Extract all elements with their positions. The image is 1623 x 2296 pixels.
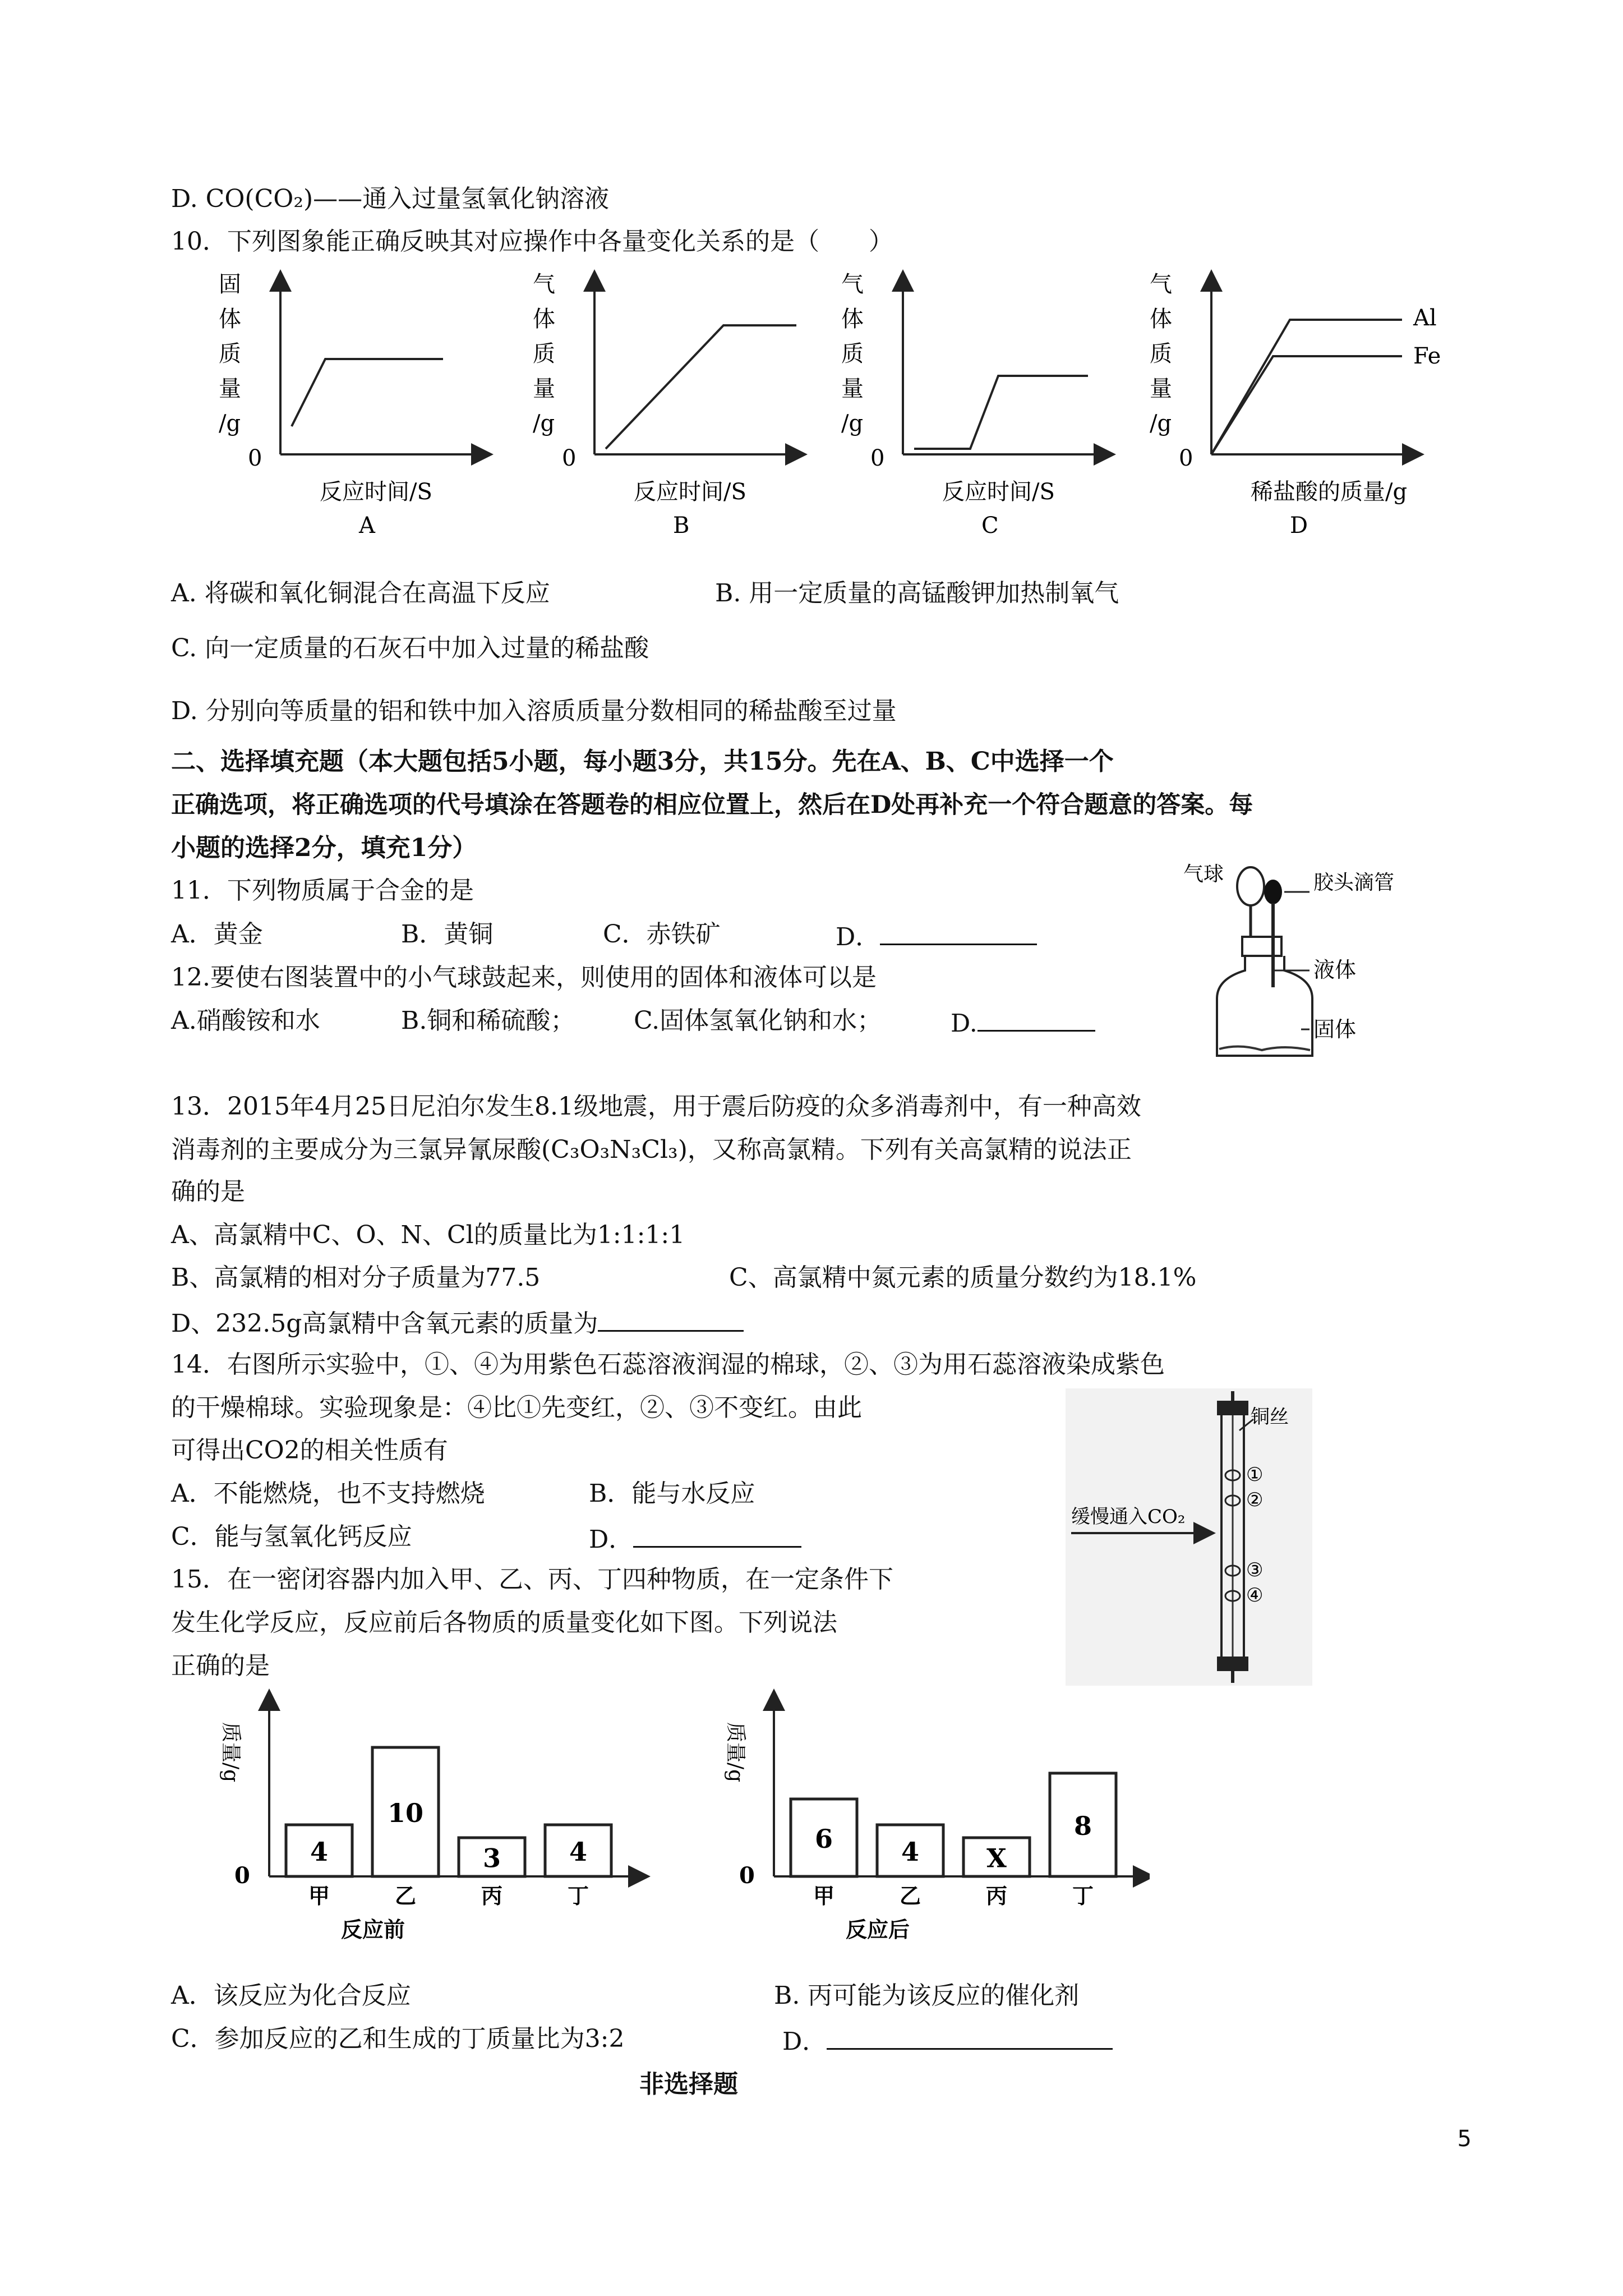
graph-d-ylabel-3: 量 xyxy=(1150,376,1172,402)
graph-d-series-fe: Fe xyxy=(1413,343,1441,369)
graph-d-origin: 0 xyxy=(1179,445,1193,471)
q9-option-d: D. CO(CO₂)——通入过量氢氧化钠溶液 xyxy=(171,185,610,213)
page-number: 5 xyxy=(1457,2126,1472,2152)
q15-bar-charts xyxy=(185,1688,1150,1947)
graph-c-xlabel: 反应时间/S xyxy=(942,479,1055,505)
bar-1-3-value: 4 xyxy=(569,1837,588,1867)
q12-option-d-label: D. xyxy=(951,1009,978,1038)
q14-answer-blank[interactable] xyxy=(633,1521,801,1548)
graph-b-origin: 0 xyxy=(562,445,577,471)
copper-wire-label: 铜丝 xyxy=(1251,1406,1289,1428)
graph-d-ylabel-2: 质 xyxy=(1150,341,1172,367)
graph-b-ylabel-4: /g xyxy=(533,411,555,436)
section2-heading-line2: 正确选项，将正确选项的代号填涂在答题卷的相应位置上，然后在D处再补充一个符合题意的答案。每 xyxy=(171,791,1253,819)
q14-option-b: B．能与水反应 xyxy=(589,1479,755,1508)
q13-stem-line3: 确的是 xyxy=(171,1177,245,1206)
q13-option-d xyxy=(171,1305,744,1340)
q14-stem-line1: 14．右图所示实验中，①、④为用紫色石蕊溶液润湿的棉球，②、③为用石蕊溶液染成紫色 xyxy=(171,1350,1165,1379)
graph-a-origin: 0 xyxy=(248,445,262,471)
q15-stem-line2: 发生化学反应，反应前后各物质的质量变化如下图。下列说法 xyxy=(171,1608,837,1637)
bar-chart-1-origin: 0 xyxy=(234,1862,250,1889)
co2-inlet-label: 缓慢通入CO₂ xyxy=(1071,1506,1186,1528)
bar-2-3-value: 8 xyxy=(1073,1811,1092,1841)
bar-chart-2-origin: 0 xyxy=(739,1862,755,1889)
bar-1-0-category: 甲 xyxy=(308,1883,330,1908)
q13-option-a: A、高氯精中C、O、N、Cl的质量比为1:1:1:1 xyxy=(171,1221,685,1249)
balloon-shape xyxy=(1237,867,1264,905)
graph-a-letter: A xyxy=(359,513,375,539)
q15-answer-blank[interactable] xyxy=(827,2023,1113,2050)
section2-heading-line3: 小题的选择2分，填充1分） xyxy=(171,834,477,862)
q11-answer-blank[interactable] xyxy=(880,919,1037,945)
graph-a xyxy=(219,272,482,539)
graph-b-curve xyxy=(606,325,796,449)
q14-stem-line2: 的干燥棉球。实验现象是：④比①先变红，②、③不变红。由此 xyxy=(171,1393,862,1422)
bar-chart-2-title: 反应后 xyxy=(845,1917,910,1942)
graph-c-ylabel-1: 体 xyxy=(841,306,864,332)
q10-option-d: D. 分别向等质量的铝和铁中加入溶质质量分数相同的稀盐酸至过量 xyxy=(171,697,897,725)
graph-d-ylabel-1: 体 xyxy=(1150,306,1172,332)
graph-d-series-al: Al xyxy=(1413,305,1437,331)
graph-b-ylabel-2: 质 xyxy=(533,341,555,367)
graph-b-ylabel-3: 量 xyxy=(533,376,555,402)
bar-2-2-category: 丙 xyxy=(985,1883,1008,1908)
q12-option-b: B.铜和稀硫酸； xyxy=(401,1006,575,1035)
q15-option-c: C．参加反应的乙和生成的丁质量比为3:2 xyxy=(171,2024,625,2053)
bar-1-1-category: 乙 xyxy=(394,1883,417,1908)
graph-c-ylabel-0: 气 xyxy=(841,272,864,297)
q11-option-b: B．黄铜 xyxy=(401,920,494,949)
q15-option-b: B. 丙可能为该反应的催化剂 xyxy=(774,1981,1080,2010)
bar-2-0-value: 6 xyxy=(814,1824,833,1854)
q10-graphs xyxy=(213,269,1447,561)
graph-c-ylabel-2: 质 xyxy=(841,341,864,367)
balloon-label: 气球 xyxy=(1183,863,1224,886)
bar-2-1-category: 乙 xyxy=(899,1883,921,1908)
graph-a-xlabel: 反应时间/S xyxy=(320,479,432,505)
graph-a-ylabel-2: 质 xyxy=(219,341,241,367)
q11-stem: 11．下列物质属于合金的是 xyxy=(171,876,474,905)
q12-option-c: C.固体氢氧化钠和水； xyxy=(634,1006,882,1035)
graph-a-curve xyxy=(292,359,443,426)
bar-1-2-category: 丙 xyxy=(481,1883,503,1908)
q10-option-b: B. 用一定质量的高锰酸钾加热制氧气 xyxy=(715,579,1119,608)
q12-option-a: A.硝酸铵和水 xyxy=(171,1006,320,1035)
q10-stem: 10．下列图象能正确反映其对应操作中各量变化关系的是（ ） xyxy=(171,227,893,256)
bar-2-0-category: 甲 xyxy=(813,1883,835,1908)
q12-option-d xyxy=(951,1005,1095,1039)
dropper-label: 胶头滴管 xyxy=(1313,871,1395,894)
q15-stem-line3: 正确的是 xyxy=(171,1651,270,1680)
ball-1-label: ① xyxy=(1246,1464,1264,1486)
graph-c xyxy=(841,272,1105,539)
bar-1-2-value: 3 xyxy=(482,1843,501,1874)
graph-d xyxy=(1150,272,1441,539)
q14-option-c: C．能与氢氧化钙反应 xyxy=(171,1522,412,1551)
graph-d-ylabel-4: /g xyxy=(1150,411,1172,436)
graph-c-origin: 0 xyxy=(870,445,885,471)
q15-option-d xyxy=(782,2023,1113,2058)
q11-option-a: A．黄金 xyxy=(171,920,263,949)
graph-a-ylabel-3: 量 xyxy=(219,376,241,402)
q11-option-d xyxy=(836,919,1037,953)
bar-1-1-value: 10 xyxy=(387,1798,424,1828)
dropper-bulb xyxy=(1264,880,1282,904)
graph-b-letter: B xyxy=(673,513,690,539)
graph-a-ylabel-0: 固 xyxy=(219,272,241,297)
q12-answer-blank[interactable] xyxy=(978,1005,1095,1032)
bar-2-1-value: 4 xyxy=(901,1837,920,1867)
bar-1-3-category: 丁 xyxy=(567,1883,589,1908)
solid-label: 固体 xyxy=(1313,1017,1357,1042)
graph-b xyxy=(533,272,796,539)
q12-stem: 12.要使右图装置中的小气球鼓起来，则使用的固体和液体可以是 xyxy=(171,963,877,992)
bar-chart-2 xyxy=(724,1700,1144,1942)
graph-d-xlabel: 稀盐酸的质量/g xyxy=(1251,479,1408,505)
graph-d-ylabel-0: 气 xyxy=(1150,272,1172,297)
q13-stem-line2: 消毒剂的主要成分为三氯异氰尿酸(C₃O₃N₃Cl₃)，又称高氯精。下列有关高氯精的说法正 xyxy=(171,1135,1132,1164)
q14-option-d-label: D． xyxy=(589,1525,634,1554)
q15-option-a: A．该反应为化合反应 xyxy=(171,1981,411,2010)
q13-stem-line1: 13．2015年4月25日尼泊尔发生8.1级地震，用于震后防疫的众多消毒剂中，有一种高效 xyxy=(171,1092,1141,1121)
q14-option-d xyxy=(589,1521,801,1556)
bar-chart-1-ylabel: 质量/g xyxy=(219,1722,242,1783)
q15-option-d-label: D． xyxy=(782,2027,827,2056)
q13-option-b: B、高氯精的相对分子质量为77.5 xyxy=(171,1263,541,1292)
graph-c-curve xyxy=(914,376,1088,449)
graph-a-ylabel-4: /g xyxy=(219,411,241,436)
graph-c-ylabel-3: 量 xyxy=(841,376,864,402)
q13-answer-blank[interactable] xyxy=(598,1305,744,1332)
q12-apparatus xyxy=(1172,858,1436,1066)
bar-chart-2-ylabel: 质量/g xyxy=(724,1722,747,1783)
bar-2-3-category: 丁 xyxy=(1072,1883,1094,1908)
q11-option-c: C．赤铁矿 xyxy=(603,920,721,949)
graph-c-letter: C xyxy=(981,513,999,539)
graph-b-ylabel-0: 气 xyxy=(533,272,555,297)
q10-option-a: A. 将碳和氧化铜混合在高温下反应 xyxy=(171,579,550,608)
bar-2-2-value: X xyxy=(986,1843,1007,1874)
q14-apparatus xyxy=(1066,1388,1312,1686)
graph-b-xlabel: 反应时间/S xyxy=(634,479,746,505)
graph-b-ylabel-1: 体 xyxy=(533,306,555,332)
q11-option-d-label: D． xyxy=(836,923,880,951)
graph-d-curve-al xyxy=(1211,320,1402,454)
graph-a-ylabel-1: 体 xyxy=(219,306,241,332)
section2-heading-line1: 二、选择填充题（本大题包括5小题，每小题3分，共15分。先在A、B、C中选择一个 xyxy=(171,747,1114,776)
graph-c-ylabel-4: /g xyxy=(841,411,864,436)
ball-3-label: ③ xyxy=(1246,1559,1264,1581)
ball-4-label: ④ xyxy=(1246,1584,1264,1607)
bar-chart-1 xyxy=(219,1700,639,1942)
liquid-label: 液体 xyxy=(1313,958,1357,982)
bar-1-0-value: 4 xyxy=(310,1837,329,1867)
q15-stem-line1: 15．在一密闭容器内加入甲、乙、丙、丁四种物质，在一定条件下 xyxy=(171,1565,893,1594)
non-choice-heading: 非选择题 xyxy=(639,2070,738,2099)
bar-chart-1-title: 反应前 xyxy=(340,1917,405,1942)
q14-stem-line3: 可得出CO2的相关性质有 xyxy=(171,1436,448,1465)
q13-option-d-label: D、232.5g高氯精中含氧元素的质量为 xyxy=(171,1309,598,1338)
q14-option-a: A．不能燃烧，也不支持燃烧 xyxy=(171,1479,485,1508)
q13-option-c: C、高氯精中氮元素的质量分数约为18.1% xyxy=(729,1263,1197,1292)
ball-2-label: ② xyxy=(1246,1489,1264,1511)
graph-d-letter: D xyxy=(1290,513,1308,539)
q10-option-c: C. 向一定质量的石灰石中加入过量的稀盐酸 xyxy=(171,634,649,662)
